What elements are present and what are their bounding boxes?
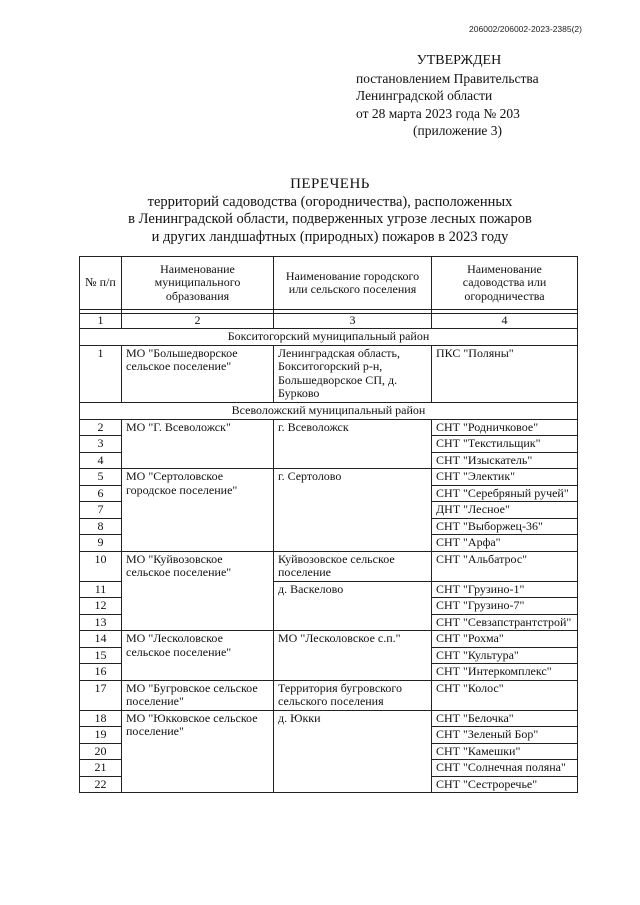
garden-cell: СНТ "Белочка" bbox=[432, 710, 578, 727]
row-number: 17 bbox=[80, 680, 122, 710]
municipality-cell: МО "Лесколовское сельское поселение" bbox=[122, 631, 274, 681]
row-number: 3 bbox=[80, 436, 122, 453]
municipality-cell: МО "Бугровское сельское поселение" bbox=[122, 680, 274, 710]
header-municipality: Наименование муниципального образования bbox=[122, 257, 274, 310]
garden-cell: СНТ "Текстильщик" bbox=[432, 436, 578, 453]
row-number: 4 bbox=[80, 452, 122, 469]
municipality-cell: МО "Куйвозовское сельское поселение" bbox=[122, 551, 274, 631]
garden-cell: СНТ "Культура" bbox=[432, 647, 578, 664]
garden-cell: СНТ "Изыскатель" bbox=[432, 452, 578, 469]
document-title bbox=[60, 176, 600, 246]
municipality-cell: МО "Большедворское сельское поселение" bbox=[122, 345, 274, 402]
row-number: 19 bbox=[80, 727, 122, 744]
title-line: территорий садоводства (огородничества), расположенных bbox=[147, 193, 513, 210]
garden-cell: СНТ "Грузино-1" bbox=[432, 581, 578, 598]
table-row bbox=[80, 419, 578, 436]
municipality-cell: МО "Юкковское сельское поселение" bbox=[122, 710, 274, 793]
row-number: 16 bbox=[80, 664, 122, 681]
garden-cell: СНТ "Зеленый Бор" bbox=[432, 727, 578, 744]
row-number: 8 bbox=[80, 518, 122, 535]
table-row bbox=[80, 551, 578, 581]
header-settlement: Наименование городского или сельского поселения bbox=[274, 257, 432, 310]
table-row bbox=[80, 710, 578, 727]
column-number: 4 bbox=[432, 314, 578, 329]
header-number: № п/п bbox=[80, 257, 122, 310]
column-number: 2 bbox=[122, 314, 274, 329]
approval-heading: УТВЕРЖДЕН bbox=[416, 53, 502, 68]
garden-cell: СНТ "Камешки" bbox=[432, 743, 578, 760]
settlement-cell: Ленинградская область, Бокситогорский р-н, Большедворское СП, д. Бурково bbox=[274, 345, 432, 402]
garden-cell: ДНТ "Лесное" bbox=[432, 502, 578, 519]
table-row bbox=[80, 469, 578, 486]
garden-cell: СНТ "Альбатрос" bbox=[432, 551, 578, 581]
settlement-cell: Территория бугровского сельского поселения bbox=[274, 680, 432, 710]
approval-line: от 28 марта 2023 года № 203 bbox=[356, 105, 520, 121]
column-number: 1 bbox=[80, 314, 122, 329]
district-name: Бокситогорский муниципальный район bbox=[80, 328, 578, 345]
territories-table bbox=[79, 256, 578, 793]
garden-cell: СНТ "Серебряный ручей" bbox=[432, 485, 578, 502]
table-row bbox=[80, 680, 578, 710]
table-row bbox=[80, 345, 578, 402]
row-number: 20 bbox=[80, 743, 122, 760]
column-number: 3 bbox=[274, 314, 432, 329]
title-line: и других ландшафтных (природных) пожаров в 2023 году bbox=[151, 228, 509, 245]
row-number: 6 bbox=[80, 485, 122, 502]
approval-stamp bbox=[356, 52, 596, 140]
title-main: ПЕРЕЧЕНЬ bbox=[290, 176, 370, 192]
garden-cell: ПКС "Поляны" bbox=[432, 345, 578, 402]
row-number: 13 bbox=[80, 614, 122, 631]
approval-line: (приложение 3) bbox=[413, 123, 503, 138]
garden-cell: СНТ "Арфа" bbox=[432, 535, 578, 552]
settlement-cell: г. Сертолово bbox=[274, 469, 432, 552]
municipality-cell: МО "Г. Всеволожск" bbox=[122, 419, 274, 469]
row-number: 21 bbox=[80, 760, 122, 777]
title-line: в Ленинградской области, подверженных угрозе лесных пожаров bbox=[128, 211, 532, 227]
table-header-row bbox=[80, 257, 578, 310]
district-name: Всеволожский муниципальный район bbox=[80, 402, 578, 419]
garden-cell: СНТ "Выборжец-36" bbox=[432, 518, 578, 535]
row-number: 5 bbox=[80, 469, 122, 486]
row-number: 10 bbox=[80, 551, 122, 581]
row-number: 9 bbox=[80, 535, 122, 552]
garden-cell: СНТ "Солнечная поляна" bbox=[432, 760, 578, 777]
document-id: 206002/206002-2023-2385(2) bbox=[469, 24, 582, 34]
row-number: 18 bbox=[80, 710, 122, 727]
settlement-cell: д. Васкелово bbox=[274, 581, 432, 631]
garden-cell: СНТ "Сестроречье" bbox=[432, 776, 578, 793]
garden-cell: СНТ "Электик" bbox=[432, 469, 578, 486]
district-row bbox=[80, 402, 578, 419]
garden-cell: СНТ "Родничковое" bbox=[432, 419, 578, 436]
settlement-cell: Куйвозовское сельское поселение bbox=[274, 551, 432, 581]
settlement-cell: д. Юкки bbox=[274, 710, 432, 793]
row-number: 15 bbox=[80, 647, 122, 664]
settlement-cell: г. Всеволожск bbox=[274, 419, 432, 469]
row-number: 14 bbox=[80, 631, 122, 648]
approval-line: Ленинградской области bbox=[356, 88, 493, 103]
row-number: 1 bbox=[80, 345, 122, 402]
garden-cell: СНТ "Севзапстрантстрой" bbox=[432, 614, 578, 631]
table-row bbox=[80, 631, 578, 648]
garden-cell: СНТ "Грузино-7" bbox=[432, 598, 578, 615]
row-number: 22 bbox=[80, 776, 122, 793]
garden-cell: СНТ "Рохма" bbox=[432, 631, 578, 648]
approval-line: постановлением Правительства bbox=[356, 70, 539, 86]
district-row bbox=[80, 328, 578, 345]
municipality-cell: МО "Сертоловское городское поселение" bbox=[122, 469, 274, 552]
garden-cell: СНТ "Интеркомплекс" bbox=[432, 664, 578, 681]
header-garden: Наименование садоводства или огородничества bbox=[432, 257, 578, 310]
column-number-row bbox=[80, 314, 578, 329]
garden-cell: СНТ "Колос" bbox=[432, 680, 578, 710]
row-number: 12 bbox=[80, 598, 122, 615]
settlement-cell: МО "Лесколовское с.п." bbox=[274, 631, 432, 681]
row-number: 7 bbox=[80, 502, 122, 519]
row-number: 2 bbox=[80, 419, 122, 436]
row-number: 11 bbox=[80, 581, 122, 598]
